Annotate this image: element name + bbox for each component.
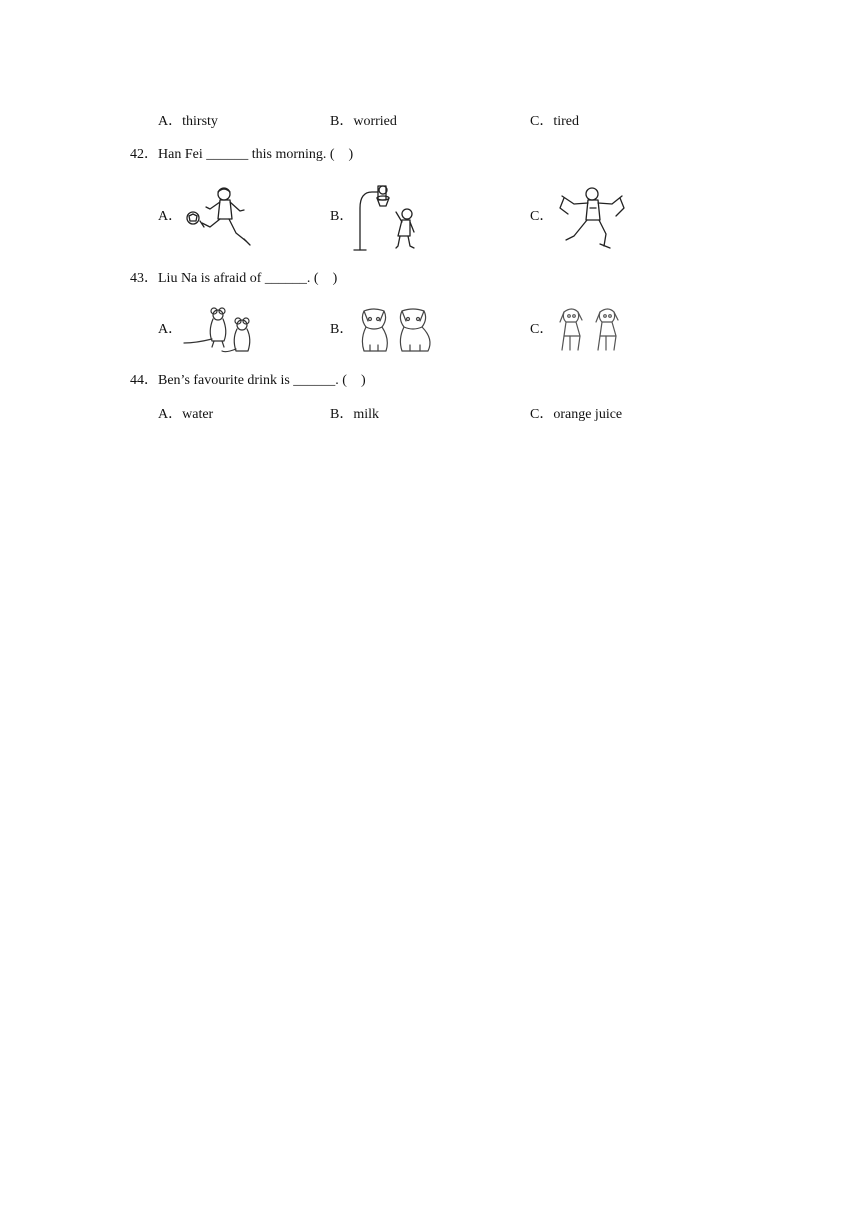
q43-option-c-picture bbox=[556, 306, 628, 354]
q43-stem bbox=[130, 271, 337, 287]
q42-option-b-label bbox=[330, 209, 353, 225]
q41-option-c bbox=[530, 114, 579, 130]
q44-option-b bbox=[330, 407, 379, 423]
boy-playing-basketball-icon bbox=[352, 184, 420, 252]
option-letter: A． bbox=[158, 209, 183, 224]
q42-option-c-picture bbox=[556, 186, 626, 250]
option-text: worried bbox=[353, 114, 397, 129]
option-text: water bbox=[182, 407, 214, 422]
q41-option-a bbox=[158, 114, 218, 130]
q44-option-c bbox=[530, 407, 622, 423]
q42-stem bbox=[130, 147, 353, 163]
q41-option-b bbox=[330, 114, 397, 130]
option-letter: C． bbox=[530, 209, 554, 224]
question-number: 43． bbox=[130, 271, 158, 286]
option-letter: B． bbox=[330, 114, 354, 129]
option-letter: B． bbox=[330, 209, 354, 224]
mice-icon bbox=[182, 307, 256, 355]
q42-option-c-label bbox=[530, 209, 553, 225]
q42-option-b-picture bbox=[352, 184, 420, 252]
option-letter: C． bbox=[530, 114, 554, 129]
question-text: Ben’s favourite drink is ______. ( ) bbox=[158, 373, 366, 388]
q43-option-b-label bbox=[330, 322, 353, 338]
question-number: 44． bbox=[130, 373, 158, 388]
option-text: orange juice bbox=[553, 407, 623, 422]
option-letter: A． bbox=[158, 322, 183, 337]
question-number: 42． bbox=[130, 147, 158, 162]
q42-option-a-picture bbox=[184, 185, 254, 251]
option-letter: B． bbox=[330, 407, 354, 422]
option-letter: A． bbox=[158, 114, 183, 129]
option-text: milk bbox=[353, 407, 380, 422]
q43-option-b-picture bbox=[358, 305, 436, 355]
q44-option-a bbox=[158, 407, 213, 423]
dogs-icon bbox=[556, 306, 628, 354]
option-letter: A． bbox=[158, 407, 183, 422]
option-letter: C． bbox=[530, 407, 554, 422]
q43-option-c-label bbox=[530, 322, 553, 338]
question-text: Han Fei ______ this morning. ( ) bbox=[158, 147, 354, 162]
option-text: thirsty bbox=[182, 114, 218, 129]
q43-option-a-picture bbox=[182, 307, 256, 355]
option-letter: B． bbox=[330, 322, 354, 337]
cats-icon bbox=[358, 305, 436, 355]
q42-option-a-label bbox=[158, 209, 182, 225]
option-text: tired bbox=[553, 114, 579, 129]
boy-doing-taichi-icon bbox=[556, 186, 626, 250]
question-text: Liu Na is afraid of ______. ( ) bbox=[158, 271, 338, 286]
q44-stem bbox=[130, 373, 366, 389]
q43-option-a-label bbox=[158, 322, 182, 338]
boy-playing-football-icon bbox=[184, 185, 254, 251]
option-letter: C． bbox=[530, 322, 554, 337]
